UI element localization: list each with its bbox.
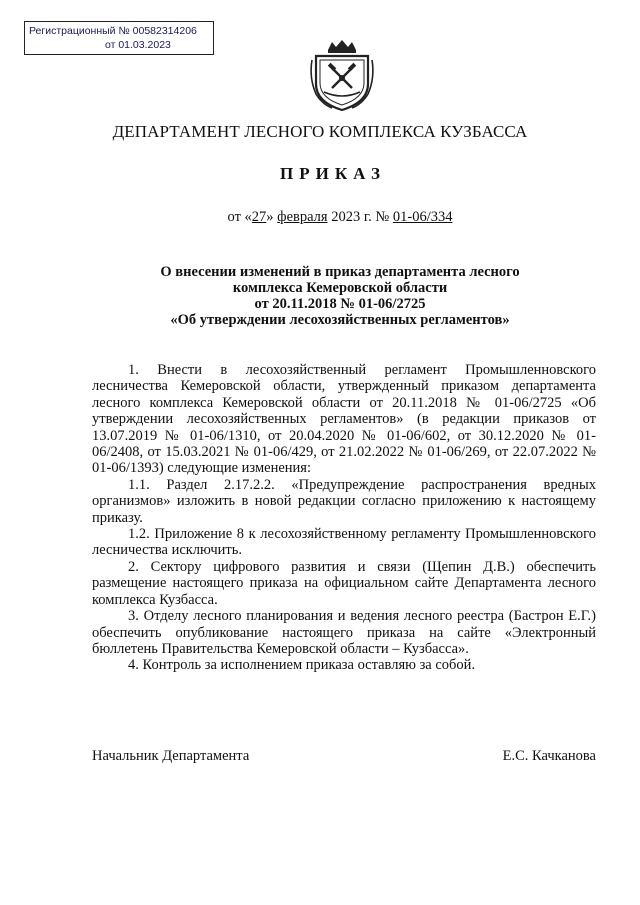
paragraph-3: 3. Отделу лесного планирования и ведения лесного реестра (Бастрон Е.Г.) обеспечить опубликование настоящего приказа на сайте «Электронный бюллетень Правительства Кемеровской области – Кузбасса». xyxy=(92,608,596,657)
paragraph-4: 4. Контроль за исполнением приказа оставляю за собой. xyxy=(128,657,476,674)
paragraph-1-2: 1.2. Приложение 8 к лесохозяйственному регламенту Промышленновского лесничества исключить. xyxy=(92,526,596,559)
subject-line: О внесении изменений в приказ департамента лесного xyxy=(160,264,520,280)
registration-date: от 01.03.2023 xyxy=(105,39,171,51)
department-name: ДЕПАРТАМЕНТ ЛЕСНОГО КОМПЛЕКСА КУЗБАССА xyxy=(112,122,528,141)
document-type-title: ПРИКАЗ xyxy=(280,164,386,183)
signatory-position: Начальник Департамента xyxy=(92,748,250,764)
subject-line: от 20.11.2018 № 01-06/2725 xyxy=(254,296,426,312)
order-day: 27 xyxy=(251,209,267,225)
signatory-name: Е.С. Качканова xyxy=(502,748,596,764)
order-year: 2023 г. № xyxy=(327,209,393,225)
order-subject xyxy=(130,264,550,328)
order-mid: » xyxy=(266,209,278,225)
registration-number: Регистрационный № 00582314206 xyxy=(29,25,197,37)
order-month: февраля xyxy=(277,209,328,225)
subject-line: комплекса Кемеровской области xyxy=(232,280,448,296)
order-number: 01-06/334 xyxy=(392,209,453,225)
paragraph-1: 1. Внести в лесохозяйственный регламент Промышленновского лесничества Кемеровской области, утвержденный приказом департамента лесного комплекса Кемеровской области от 20.11.2018 № 01-06/2725 «Об утверждении лесохозяйственных регламентов» (в редакции приказов от 13.07.2019 № 01-06/1310, от 20.04.2020 № 01-06/602, от 30.12.2020 № 01-06/2408, от 15.03.2021 № 01-06/429, от 21.02.2022 № 01-06/269, от 22.07.2022 № 01-06/1393) следующие изменения: xyxy=(92,362,596,477)
kuzbass-coat-of-arms-icon xyxy=(308,38,376,112)
order-prefix: от « xyxy=(227,209,252,225)
paragraph-1-1: 1.1. Раздел 2.17.2.2. «Предупреждение распространения вредных организмов» изложить в новой редакции согласно приложению к настоящему приказу. xyxy=(92,476,596,526)
registration-stamp xyxy=(24,21,214,55)
paragraph-2: 2. Сектору цифрового развития и связи (Щепин Д.В.) обеспечить размещение настоящего приказа на официальном сайте Департамента лесного комплекса Кузбасса. xyxy=(92,558,596,608)
order-body xyxy=(92,362,596,674)
order-date-number xyxy=(0,209,640,226)
subject-line: «Об утверждении лесохозяйственных регламентов» xyxy=(170,312,510,328)
